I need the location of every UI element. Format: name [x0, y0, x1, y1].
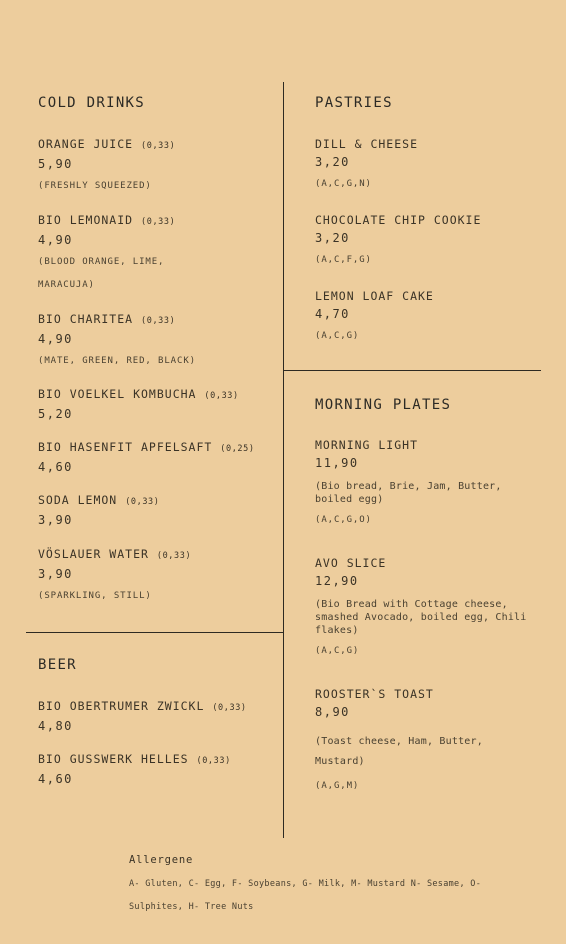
menu-item-bio-gusswerk-helles	[38, 752, 231, 787]
pastries-title: PASTRIES	[315, 95, 393, 111]
section-divider-left	[26, 632, 283, 633]
item-allergens: (A,C,F,G)	[315, 255, 372, 265]
item-volume: (0,33)	[141, 141, 176, 151]
item-name: DILL & CHEESE	[315, 137, 419, 151]
item-price: 4,90	[38, 233, 73, 247]
menu-item-bio-obertrumer-zwickl	[38, 699, 247, 734]
cold-drinks-title: COLD DRINKS	[38, 95, 146, 111]
item-price: 3,20	[315, 231, 350, 245]
allergens-title: Allergene	[129, 854, 194, 866]
beer-title: BEER	[38, 657, 77, 673]
item-name: BIO LEMONAID	[38, 213, 134, 227]
item-price: 4,60	[38, 460, 73, 474]
item-note: (MATE, GREEN, RED, BLACK)	[38, 356, 196, 366]
item-name: LEMON LOAF CAKE	[315, 289, 434, 303]
item-price: 3,20	[315, 155, 350, 169]
menu-item-chocolate-chip-cookie	[315, 213, 481, 272]
item-note: (SPARKLING, STILL)	[38, 591, 152, 601]
item-price: 12,90	[315, 574, 359, 588]
item-allergens: (A,G,M)	[315, 781, 360, 791]
item-volume: (0,25)	[220, 444, 255, 454]
item-volume: (0,33)	[125, 497, 160, 507]
item-name: BIO CHARITEA	[38, 312, 134, 326]
item-name: MORNING LIGHT	[315, 438, 419, 452]
menu-item-lemon-loaf-cake	[315, 289, 434, 348]
item-price: 8,90	[315, 705, 350, 719]
column-divider	[283, 82, 284, 838]
menu-item-dill-cheese	[315, 137, 418, 196]
section-divider-right	[284, 370, 541, 371]
menu-item-bio-lemonaid	[38, 213, 188, 297]
menu-item-bio-hasenfit-apfelsaft	[38, 440, 255, 475]
item-allergens: (A,C,G,N)	[315, 179, 372, 189]
menu-item-avo-slice	[315, 556, 537, 663]
menu-item-bio-voelkel-kombucha	[38, 387, 239, 422]
item-name: AVO SLICE	[315, 556, 387, 570]
item-volume: (0,33)	[212, 703, 247, 713]
item-price: 4,80	[38, 719, 73, 733]
item-name: VÖSLAUER WATER	[38, 547, 149, 561]
item-note: (FRESHLY SQUEEZED)	[38, 181, 152, 191]
item-allergens: (A,C,G)	[315, 646, 360, 656]
item-note: (BLOOD ORANGE, LIME, MARACUJA)	[38, 257, 165, 290]
item-description: (Bio Bread with Cottage cheese, smashed Avocado, boiled egg, Chili flakes)	[315, 599, 527, 636]
item-name: ORANGE JUICE	[38, 137, 134, 151]
item-price: 5,90	[38, 157, 73, 171]
item-volume: (0,33)	[196, 756, 231, 766]
morning-plates-title: MORNING PLATES	[315, 397, 452, 413]
item-name: BIO OBERTRUMER ZWICKL	[38, 699, 205, 713]
menu-item-soda-lemon	[38, 493, 160, 528]
item-description: (Bio bread, Brie, Jam, Butter, boiled egg)	[315, 481, 502, 505]
menu-item-roosters-toast	[315, 687, 505, 798]
item-allergens: (A,C,G,O)	[315, 515, 372, 525]
item-volume: (0,33)	[156, 551, 192, 561]
item-volume: (0,33)	[141, 316, 176, 326]
menu-item-orange-juice	[38, 137, 175, 198]
item-volume: (0,33)	[204, 391, 239, 401]
item-name: BIO GUSSWERK HELLES	[38, 752, 189, 766]
item-volume: (0,33)	[141, 217, 176, 227]
item-price: 3,90	[38, 567, 73, 581]
item-price: 11,90	[315, 456, 359, 470]
allergens-legend: A- Gluten, C- Egg, F- Soybeans, G- Milk, M- Mustard N- Sesame, O- Sulphites, H- Tree Nuts	[129, 879, 482, 912]
item-price: 4,70	[315, 307, 350, 321]
item-name: BIO VOELKEL KOMBUCHA	[38, 387, 197, 401]
item-name: SODA LEMON	[38, 493, 118, 507]
menu-item-voeslauer-water	[38, 547, 191, 608]
item-name: BIO HASENFIT APFELSAFT	[38, 440, 213, 454]
item-description: (Toast cheese, Ham, Butter, Mustard)	[315, 736, 483, 767]
item-price: 3,90	[38, 513, 73, 527]
menu-item-morning-light	[315, 438, 537, 532]
item-price: 4,90	[38, 332, 73, 346]
item-name: ROOSTER`S TOAST	[315, 687, 434, 701]
item-allergens: (A,C,G)	[315, 331, 360, 341]
item-price: 5,20	[38, 407, 73, 421]
item-name: CHOCOLATE CHIP COOKIE	[315, 213, 482, 227]
item-price: 4,60	[38, 772, 73, 786]
menu-item-bio-charitea	[38, 312, 196, 373]
